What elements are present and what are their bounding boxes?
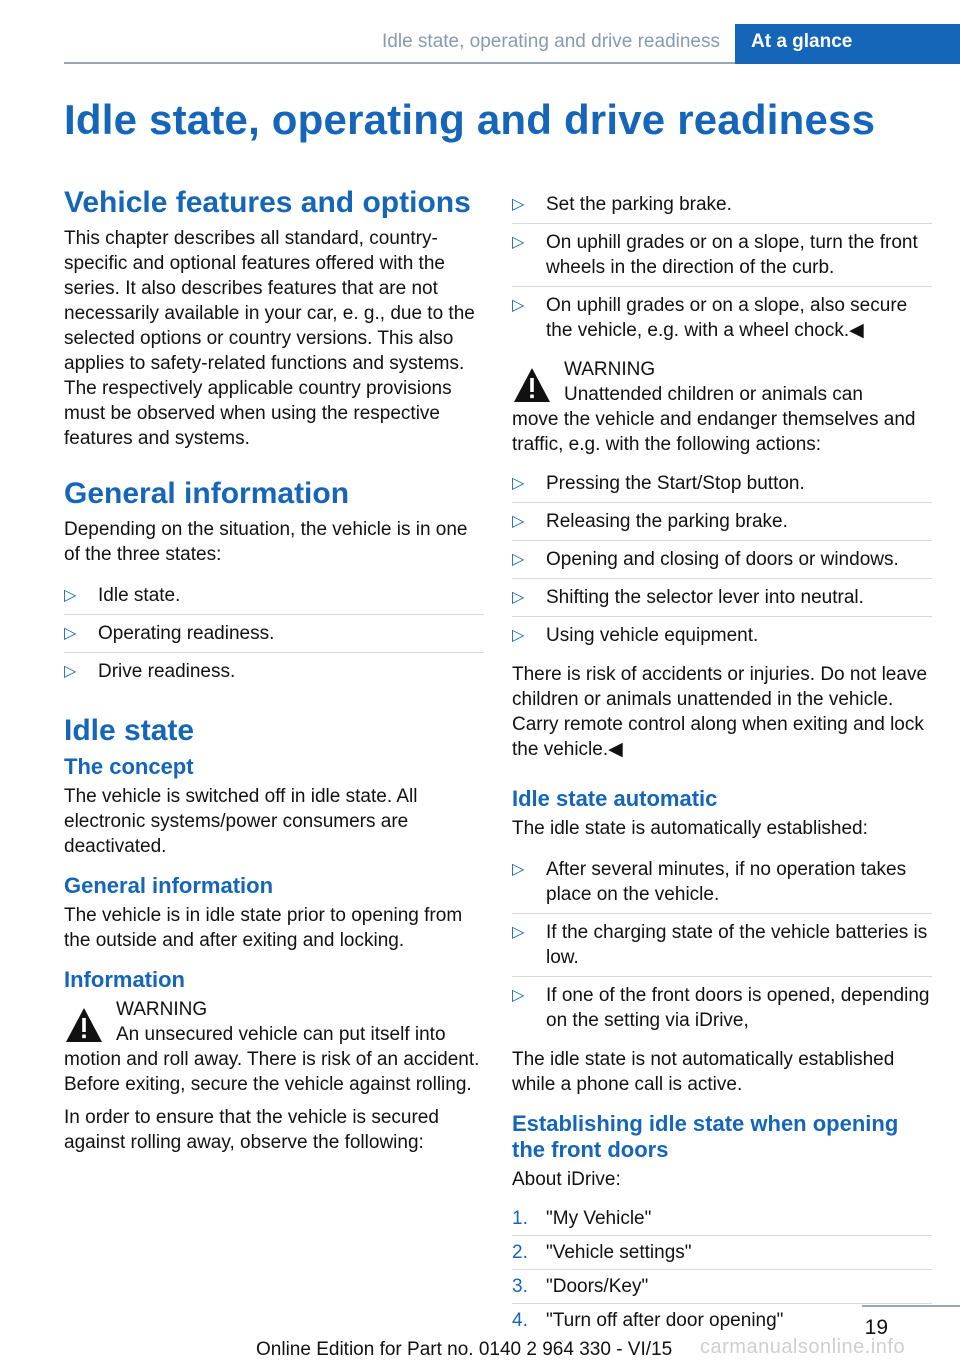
actions-list [512,465,932,654]
heading-establishing-idle-state: Establishing idle state when opening the front doors [512,1111,899,1162]
page-title: Idle state, operating and drive readiness [64,96,876,143]
list-item: ▷ Pressing the Start/Stop button. [512,465,932,503]
list-item: ▷ Shifting the selector lever into neutral. [512,579,932,617]
heading-idle-state: Idle state [64,714,195,747]
heading-vehicle-features: Vehicle features and options [64,186,471,219]
list-item: ▷ On uphill grades or on a slope, also secure the vehicle, e.g. with a wheel chock.◀ [512,295,908,341]
footer-rule [862,1305,960,1307]
warning-text-first: An unsecured vehicle can put itself into [116,1024,446,1045]
secure-text: In order to ensure that the vehicle is secured against rolling away, observe the following: [64,1107,439,1153]
header-chapter-tab[interactable]: At a glance [735,24,960,64]
triangle-bullet-icon: ▷ [64,625,77,642]
heading-information: Information [64,967,185,992]
establishing-intro: About iDrive: [512,1169,621,1190]
triangle-bullet-icon: ▷ [512,861,525,878]
triangle-bullet-icon: ▷ [512,987,525,1004]
list-item: ▷ Opening and closing of doors or windows. [512,541,932,579]
list-item: ▷ If one of the front doors is opened, depending on the setting via iDrive, [512,985,930,1031]
triangle-bullet-icon: ▷ [64,587,77,604]
triangle-bullet-icon: ▷ [512,589,525,606]
heading-general-information: General information [64,477,350,510]
secure-steps-list [512,186,932,349]
idle-general-information-text: The vehicle is in idle state prior to opening from the outside and after exiting and locking. [64,905,463,951]
list-item: ▷ Drive readiness. [64,661,236,682]
not-automatic-text: The idle state is not automatically established while a phone call is active. [512,1049,895,1095]
step-number: 1. [512,1208,528,1229]
warning-text-first: Unattended children or animals can [564,384,863,405]
general-information-text: Depending on the situation, the vehicle is in one of the three states: [64,519,468,565]
vehicle-features-text: This chapter describes all standard, country-specific and optional features offered with the series. It also describes features that are not necessarily available in your car, e. g., due to the selected options or country versions. This also applies to safety-related functions and systems. The respectively applicable country provisions must be observed when using the respective features and systems. [64,228,475,449]
left-column [64,186,484,1165]
step-number: 2. [512,1242,528,1263]
list-item: ▷ Releasing the parking brake. [512,503,932,541]
step-number: 3. [512,1276,528,1297]
triangle-bullet-icon: ▷ [64,663,77,680]
warning-unattended-children [512,357,932,457]
triangle-bullet-icon: ▷ [512,627,525,644]
list-item: ▷ If the charging state of the vehicle batteries is low. [512,914,932,977]
triangle-bullet-icon: ▷ [512,513,525,530]
list-item: 1. "My Vehicle" [512,1202,932,1236]
triangle-bullet-icon: ▷ [512,924,525,941]
concept-text: The vehicle is switched off in idle state. All electronic systems/power consumers are deactivated. [64,786,418,857]
watermark: carmanualsonline.info [700,1336,906,1358]
warning-text-rest: move the vehicle and endanger themselves and traffic, e.g. with the following actions: [512,409,916,455]
triangle-bullet-icon: ▷ [512,196,525,213]
warning-unsecured-vehicle [64,997,484,1097]
edition-text: Online Edition for Part no. 0140 2 964 330 - VI/15 [256,1339,673,1360]
triangle-bullet-icon: ▷ [512,297,525,314]
warning-label: WARNING [116,999,208,1020]
list-item: 3. "Doors/Key" [512,1270,932,1304]
triangle-bullet-icon: ▷ [512,475,525,492]
warning-text-rest: motion and roll away. There is risk of an accident. Before exiting, secure the vehicle against rolling. [64,1049,480,1095]
list-item: ▷ On uphill grades or on a slope, turn the front wheels in the direction of the curb. [512,224,932,287]
states-list [64,577,484,690]
warning-icon [64,1005,104,1045]
list-item: ▷ Set the parking brake. [512,186,932,224]
automatic-list [512,851,932,1039]
heading-the-concept: The concept [64,754,194,779]
automatic-text: The idle state is automatically established: [512,818,868,839]
page-number: 19 [864,1316,888,1339]
list-item: 4. "Turn off after door opening" [512,1310,784,1331]
warning-label: WARNING [564,359,656,380]
heading-idle-state-automatic: Idle state automatic [512,786,718,811]
list-item: 2. "Vehicle settings" [512,1236,932,1270]
list-item: ▷ Operating readiness. [64,615,484,653]
right-column [512,186,932,1337]
step-number: 4. [512,1310,528,1331]
list-item: ▷ Using vehicle equipment. [512,625,759,646]
warning-icon [512,365,552,405]
risk-text: There is risk of accidents or injuries. Do not leave children or animals unattended in the vehicle. Carry remote control along when exiting and lock the vehicle.◀ [512,664,928,760]
triangle-bullet-icon: ▷ [512,551,525,568]
list-item: ▷ Idle state. [64,577,484,615]
triangle-bullet-icon: ▷ [512,234,525,251]
heading-idle-general-information: General information [64,873,274,898]
list-item: ▷ After several minutes, if no operation takes place on the vehicle. [512,851,932,914]
header-section-title: Idle state, operating and drive readiness [382,31,720,52]
